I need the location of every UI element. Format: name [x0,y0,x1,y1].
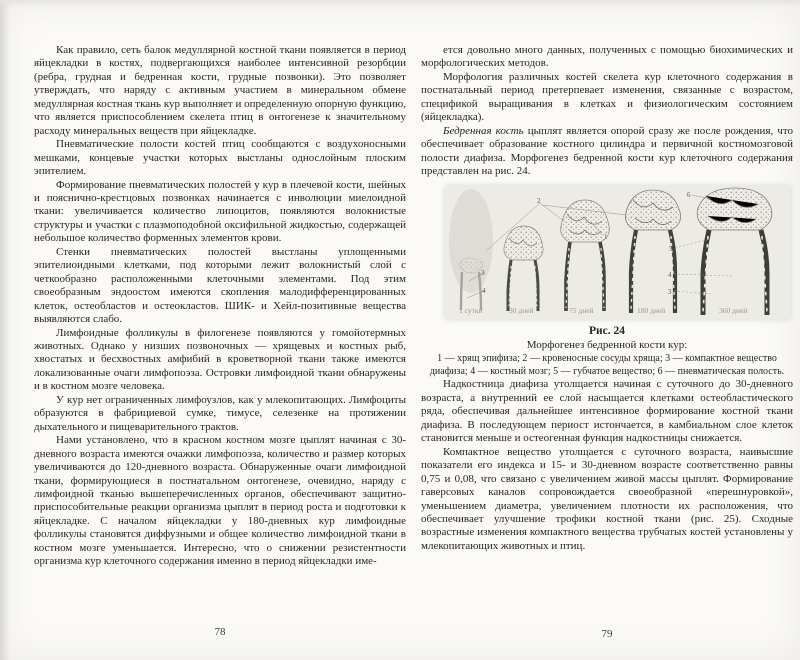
figure-caption-number: Рис. 24 [588,324,625,337]
bone-age-1 [449,189,493,310]
figure-24-image [445,186,790,319]
pointer-5: 5 [669,244,673,253]
page-number-left: 78 [214,626,226,638]
pointer-3b: 3 [668,287,672,296]
pointer-6: 6 [687,190,691,199]
paragraph: Нами установлено, что в красном костном мозге цыплят начиная с 30-дневного возраста имеются очажки лимфопоэза, количество и размер которых увеличиваются до 120-дневного возраста. Обнаруженные очаги лимфоидной ткани, формирующиеся в постнатальном онтогенезе, очевидно, наряду с лимфоидной тканью вышеперечисленных органов, обеспечивают защитно-приспособительные реакции организма цыплят в период роста и подготовки к яйцекладке. С началом яйцекладки у 180-дневных кур лимфоидные фолликулы становятся диффузными и общее количество лимфоидной ткани в костном мозге уменьшается. Интересно, что о снижении резистентности организма кур клеточного содержания именно в период яйцекладки име- [34,434,406,568]
femur-paragraph-rest: цыплят является опорой сразу же после рождения, что обеспечивает образование костного цилиндра и первичной костномозговой полости диафиза. Морфогенез бедренной кости кур клеточного содержания представлен на рис. 24. [421,124,793,178]
pointer-1: 1 [604,232,608,241]
paragraph: Лимфоидные фолликулы в филогенезе появляются у гомойотермных животных. Однако у низших позвоночных — хрящевых и костных рыб, хвостатых и бесхвостных амфибий в кроветворной ткани также имеются локализованные очаги лимфопоэза. Островки лимфоидной ткани обнаружены и в костном мозге человека. [34,326,406,393]
bone-age-30 [504,226,543,311]
pointer-3: 3 [481,268,485,277]
femur-term-italic: Бедренная кость [443,124,524,137]
page-left [34,44,406,569]
figure-caption [421,325,793,379]
paragraph: Формирование пневматических полостей у кур в плечевой кости, шейных и пояснично-крестцовых позвонках начинается с инволюции миелоидной ткани: увеличивается количество липоцитов, появляются волокнистые структуры и участки с плазмоподобной оксифильной жидкостью, содержащей небольшое количество форменных элементов крови. [34,178,406,245]
figure-caption-title: Морфогенез бедренной кости кур: [526,338,688,351]
paragraph: Стенки пневматических полостей выстланы уплощенными эпителиоидными клетками, под которыми лежит волокнистый слой с четкообразно расположенными клеточными элементами. Под этим своеобразным эндоостом имеются скопления малодифференцированных клеток, остеобластов и остеокластов. ШИК- и Хейл-позитивные вещества выявляются слабо. [34,245,406,326]
bone-age-75 [561,200,610,311]
paragraph: ется довольно много данных, полученных с помощью биохимических и морфологических методов. [421,44,793,70]
paragraph: Как правило, сеть балок медуллярной костной ткани появляется в период яйцекладки в костях, подвергающихся наиболее интенсивной резорбции (ребра, грудная и бедренная кости, грудные позвонки). Это позволяет утверждать, что наряду с активным участием в минеральном обмене медуллярная костная ткань кур выполняет и определенную опорную функцию, что является приспособлением скелета птиц в онтогенезе к значительному расходу минеральных веществ при яйцекладке. [34,44,406,137]
pointer-4: 4 [482,286,486,295]
paragraph: Надкостница диафиза утолщается начиная с суточного до 30-дневного возраста, а внутренний ее слой насыщается клетками остеобластического ряда, обеспечивая дальнейшее интенсивное формирование костной ткани диафиза. В последующем периост истончается, в камбиальном слое клеток становится меньше и остеогенная функция надкостницы снижается. [421,378,793,445]
paragraph-femur [421,125,793,179]
pointer-2: 2 [537,196,541,205]
age-label-1: 1 сутки [459,305,483,315]
age-label-3: 75 дней [569,305,594,315]
pointer-4b: 4 [668,270,672,279]
paragraph: Морфология различных костей скелета кур клеточного содержания в постнатальный период претерпевает изменения, связанные с возрастом, спецификой выращивания в клетках и физиологическим состоянием (яйцекладка). [421,70,793,124]
age-label-4: 180 дней [637,305,666,315]
age-label-5: 360 дней [719,305,748,315]
figure-caption-legend: 1 — хрящ эпифиза; 2 — кровеносные сосуды хряща; 3 — компактное вещество диафиза; 4 — костный мозг; 5 — губчатое вещество; 6 — пневматическая полость. [429,353,785,377]
paragraph: Компактное вещество утолщается с суточного возраста, наивысшие показатели его индекса и 15- и 30-дневном возрасте соответственно равны 0,75 и 0,08, что связано с увеличением живой массы цыплят. Формирование гаверсовых каналов сопровождается своеобразной «перешнуровкой», уменьшением диаметра, увеличением плотности их расположения, что обеспечивает улучшение трофики костной ткани (рис. 25). Сходные возрастные изменения компактного вещества трубчатых костей установлены у млекопитающих животных и птиц. [421,445,793,552]
femur-morphogenesis-illustration [445,186,790,319]
paragraph: Пневматические полости костей птиц сообщаются с воздухоносными мешками, концевые участки которых выстланы однослойным плоским эпителием. [34,138,406,178]
figure-age-labels [445,304,790,316]
bone-age-360 [697,188,772,315]
paragraph: У кур нет ограниченных лимфоузлов, как у млекопитающих. Лимфоциты образуются в фабрициевой сумке, тимусе, селезенке на протяжении дыхательного и пищеварительного трактов. [34,393,406,433]
page-number-right: 79 [601,628,613,640]
page-right [421,44,793,553]
age-label-2: 30 дней [509,305,534,315]
